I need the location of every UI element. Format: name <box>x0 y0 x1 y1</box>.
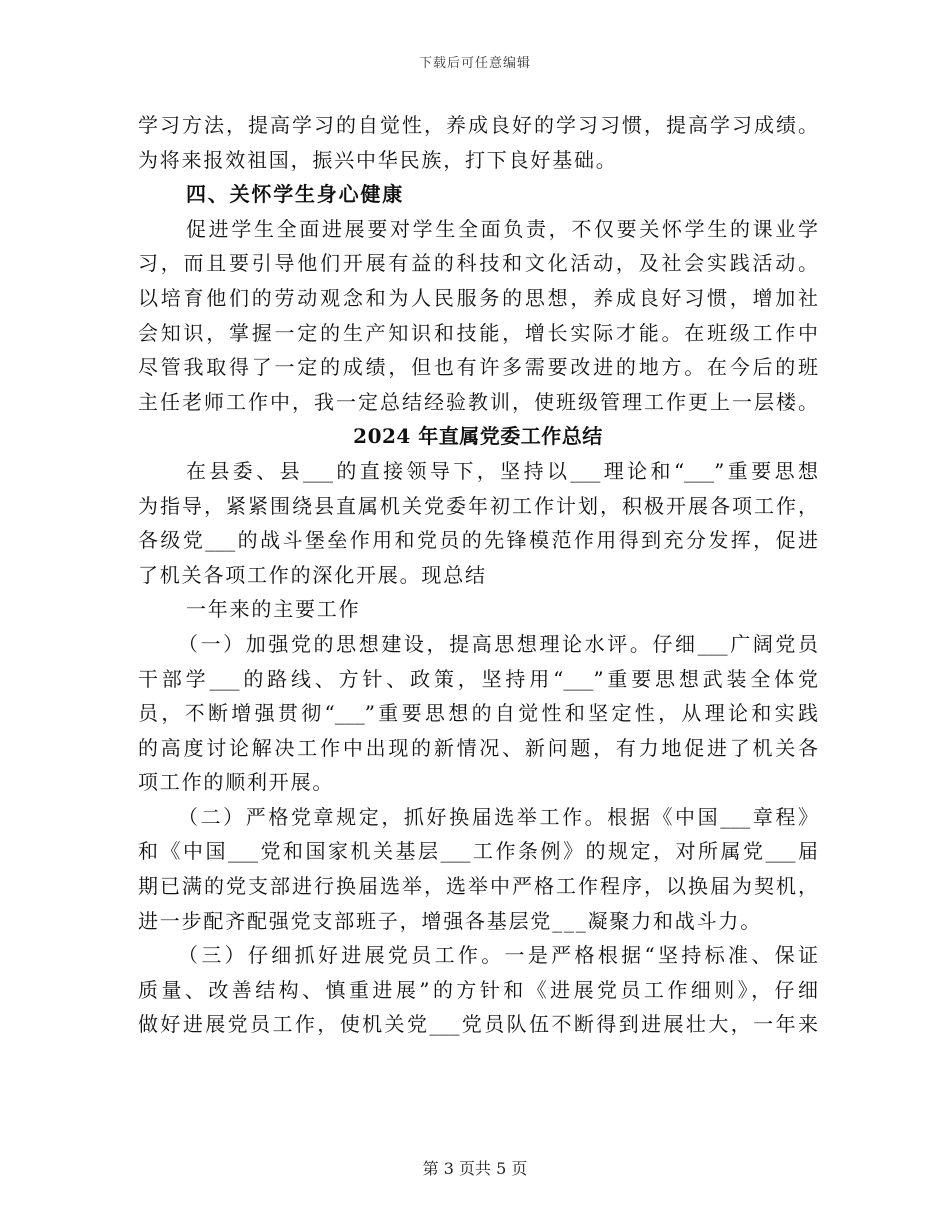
text-line: 在县委、县___的直接领导下，坚持以___理论和“___”重要思想 <box>186 458 818 483</box>
text-line: 以培育他们的劳动观念和为人民服务的思想，养成良好习惯，增加社 <box>138 285 818 310</box>
text-line: 会知识，掌握一定的生产知识和技能，增长实际才能。在班级工作中 <box>138 320 818 345</box>
text-line: 做好进展党员工作，使机关党___党员队伍不断得到进展壮大，一年来 <box>138 1012 818 1037</box>
text-line: （三）仔细抓好进展党员工作。一是严格根据“坚持标准、保证 <box>178 943 818 968</box>
section-heading: 四、关怀学生身心健康 <box>186 182 404 207</box>
document-title: 2024 年直属党委工作总结 <box>353 424 603 449</box>
text-line: 员，不断增强贯彻“___”重要思想的自觉性和坚定性，从理论和实践 <box>138 701 818 726</box>
text-line: 的高度讨论解决工作中出现的新情况、新问题，有力地促进了机关各 <box>138 735 818 760</box>
subsection-label: 一年来的主要工作 <box>186 597 361 622</box>
text-line: 和《中国___党和国家机关基层___工作条例》的规定，对所属党___届 <box>138 839 818 864</box>
text-line: 期已满的党支部进行换届选举，选举中严格工作程序，以换届为契机， <box>138 874 818 899</box>
text-line: 进一步配齐配强党支部班子，增强各基层党___凝聚力和战斗力。 <box>138 908 762 933</box>
page-header-note: 下载后可任意编辑 <box>418 56 531 71</box>
text-line: 主任老师工作中，我一定总结经验教训，使班级管理工作更上一层楼。 <box>138 389 818 414</box>
text-line: 了机关各项工作的深化开展。现总结 <box>138 562 487 587</box>
text-line: 各级党___的战斗堡垒作用和党员的先锋模范作用得到充分发挥，促进 <box>138 528 818 553</box>
text-line: 尽管我取得了一定的成绩，但也有许多需要改进的地方。在今后的班 <box>138 355 818 380</box>
text-line: 质量、改善结构、慎重进展”的方针和《进展党员工作细则》，仔细 <box>138 977 818 1002</box>
text-line: 促进学生全面进展要对学生全面负责，不仅要关怀学生的课业学 <box>186 216 818 241</box>
text-line: 为将来报效祖国，振兴中华民族，打下良好基础。 <box>138 147 618 172</box>
text-line: 项工作的顺利开展。 <box>138 770 335 795</box>
document-body <box>138 108 818 1042</box>
text-line: 为指导，紧紧围绕县直属机关党委年初工作计划，积极开展各项工作， <box>138 493 818 518</box>
text-line: 学习方法，提高学习的自觉性，养成良好的学习习惯，提高学习成绩。 <box>138 113 818 137</box>
text-line: （二）严格党章规定，抓好换届选举工作。根据《中国___章程》 <box>178 804 818 829</box>
text-line: 习，而且要引导他们开展有益的科技和文化活动，及社会实践活动。 <box>138 251 818 276</box>
text-line: 干部学___的路线、方针、政策，坚持用“___”重要思想武装全体党 <box>138 666 818 691</box>
text-line: （一）加强党的思想建设，提高思想理论水评。仔细___广阔党员 <box>178 631 818 656</box>
page-number: 第 3 页共 5 页 <box>422 1159 528 1178</box>
